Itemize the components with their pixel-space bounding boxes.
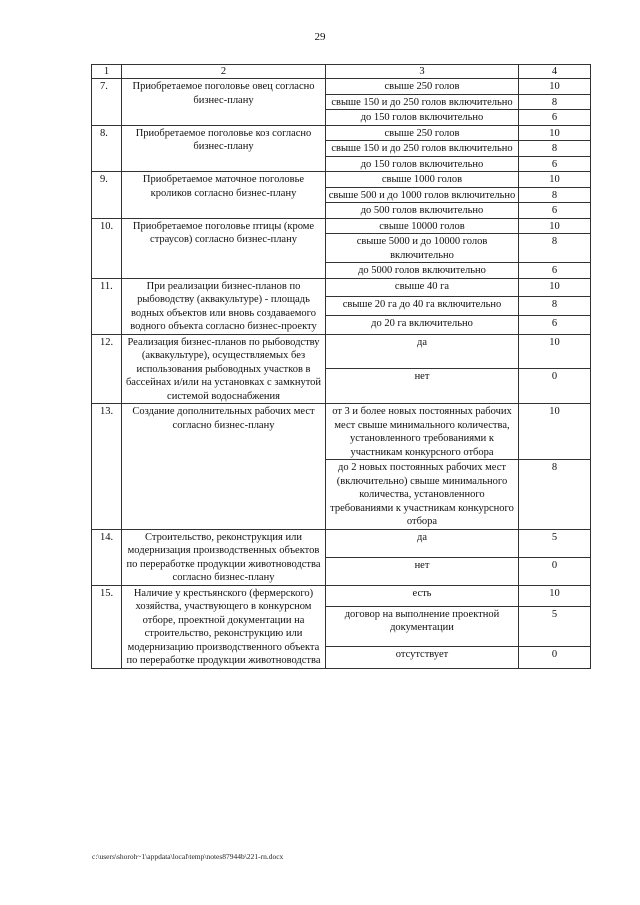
header-cell: 3 xyxy=(326,65,519,79)
condition-cell: отсутствует xyxy=(326,647,519,668)
score-cell: 8 xyxy=(519,187,591,203)
table-row xyxy=(92,334,591,369)
score-cell: 5 xyxy=(519,529,591,557)
score-cell: 10 xyxy=(519,278,591,297)
table-row xyxy=(92,218,591,234)
criterion-cell: Реализация бизнес-планов по рыбоводству (аквакультуре), осуществляемых без использования рыбоводных участков в бассейнах и/или на установках с замкнутой системой водоснабжения xyxy=(122,334,326,404)
page-number: 29 xyxy=(314,31,326,43)
table-row xyxy=(92,529,591,557)
condition-cell: свыше 150 и до 250 голов включительно xyxy=(326,141,519,157)
score-cell: 8 xyxy=(519,141,591,157)
score-cell: 0 xyxy=(519,557,591,585)
criterion-cell: Приобретаемое маточное поголовье кроликов согласно бизнес-плану xyxy=(122,172,326,219)
condition-cell: свыше 1000 голов xyxy=(326,172,519,188)
criterion-cell: При реализации бизнес-планов по рыбоводству (аквакультуре) - площадь водных объектов или вновь создаваемого водного объекта согласно бизнес-проекту xyxy=(122,278,326,334)
condition-cell: свыше 250 голов xyxy=(326,79,519,95)
condition-cell: свыше 10000 голов xyxy=(326,218,519,234)
score-cell: 10 xyxy=(519,334,591,369)
header-cell: 1 xyxy=(92,65,122,79)
condition-cell: свыше 250 голов xyxy=(326,125,519,141)
score-cell: 5 xyxy=(519,606,591,646)
row-number: 15. xyxy=(92,585,122,668)
score-cell: 10 xyxy=(519,218,591,234)
score-cell: 10 xyxy=(519,404,591,460)
score-cell: 10 xyxy=(519,79,591,95)
condition-cell: до 5000 голов включительно xyxy=(326,263,519,279)
condition-cell: нет xyxy=(326,557,519,585)
table-row xyxy=(92,585,591,606)
condition-cell: до 20 га включительно xyxy=(326,315,519,334)
table-row xyxy=(92,125,591,141)
criterion-cell: Строительство, реконструкция или модернизация производственных объектов по переработке продукции животноводства согласно бизнес-плану xyxy=(122,529,326,585)
criterion-cell: Приобретаемое поголовье птицы (кроме страусов) согласно бизнес-плану xyxy=(122,218,326,278)
score-cell: 8 xyxy=(519,234,591,263)
condition-cell: до 150 голов включительно xyxy=(326,110,519,126)
row-number: 12. xyxy=(92,334,122,404)
condition-cell: до 500 голов включительно xyxy=(326,203,519,219)
table-row xyxy=(92,404,591,460)
table-row xyxy=(92,172,591,188)
condition-cell: от 3 и более новых постоянных рабочих мест свыше минимального количества, установленного требованиями к участникам конкурсного отбора xyxy=(326,404,519,460)
condition-cell: свыше 500 и до 1000 голов включительно xyxy=(326,187,519,203)
condition-cell: до 150 голов включительно xyxy=(326,156,519,172)
table-row xyxy=(92,278,591,297)
condition-cell: да xyxy=(326,529,519,557)
score-cell: 0 xyxy=(519,647,591,668)
score-cell: 10 xyxy=(519,585,591,606)
row-number: 10. xyxy=(92,218,122,278)
condition-cell: да xyxy=(326,334,519,369)
header-cell: 2 xyxy=(122,65,326,79)
condition-cell: до 2 новых постоянных рабочих мест (включительно) свыше минимального количества, установленного требованиями к участникам конкурсного отбора xyxy=(326,460,519,530)
header-cell: 4 xyxy=(519,65,591,79)
table-row xyxy=(92,79,591,95)
score-cell: 8 xyxy=(519,460,591,530)
criterion-cell: Создание дополнительных рабочих мест согласно бизнес-плану xyxy=(122,404,326,530)
score-cell: 6 xyxy=(519,263,591,279)
score-cell: 6 xyxy=(519,156,591,172)
condition-cell: свыше 20 га до 40 га включительно xyxy=(326,297,519,316)
condition-cell: свыше 5000 и до 10000 голов включительно xyxy=(326,234,519,263)
score-cell: 8 xyxy=(519,297,591,316)
criterion-cell: Наличие у крестьянского (фермерского) хозяйства, участвующего в конкурсном отборе, проектной документации на строительство, реконструкцию или модернизацию производственного объекта по переработке продукции животноводства xyxy=(122,585,326,668)
score-cell: 6 xyxy=(519,203,591,219)
score-cell: 6 xyxy=(519,315,591,334)
score-cell: 0 xyxy=(519,369,591,404)
row-number: 13. xyxy=(92,404,122,530)
condition-cell: нет xyxy=(326,369,519,404)
criterion-cell: Приобретаемое поголовье коз согласно бизнес-плану xyxy=(122,125,326,172)
condition-cell: есть xyxy=(326,585,519,606)
row-number: 11. xyxy=(92,278,122,334)
score-cell: 10 xyxy=(519,172,591,188)
row-number: 8. xyxy=(92,125,122,172)
criterion-cell: Приобретаемое поголовье овец согласно бизнес-плану xyxy=(122,79,326,126)
score-cell: 8 xyxy=(519,94,591,110)
file-path-footer: c:\users\shoroh~1\appdata\local\temp\notes87944b\221-rn.docx xyxy=(92,852,284,861)
score-cell: 10 xyxy=(519,125,591,141)
row-number: 14. xyxy=(92,529,122,585)
score-cell: 6 xyxy=(519,110,591,126)
condition-cell: договор на выполнение проектной документации xyxy=(326,606,519,646)
table-header-row xyxy=(92,65,591,79)
condition-cell: свыше 150 и до 250 голов включительно xyxy=(326,94,519,110)
row-number: 9. xyxy=(92,172,122,219)
criteria-table xyxy=(91,64,591,669)
row-number: 7. xyxy=(92,79,122,126)
condition-cell: свыше 40 га xyxy=(326,278,519,297)
